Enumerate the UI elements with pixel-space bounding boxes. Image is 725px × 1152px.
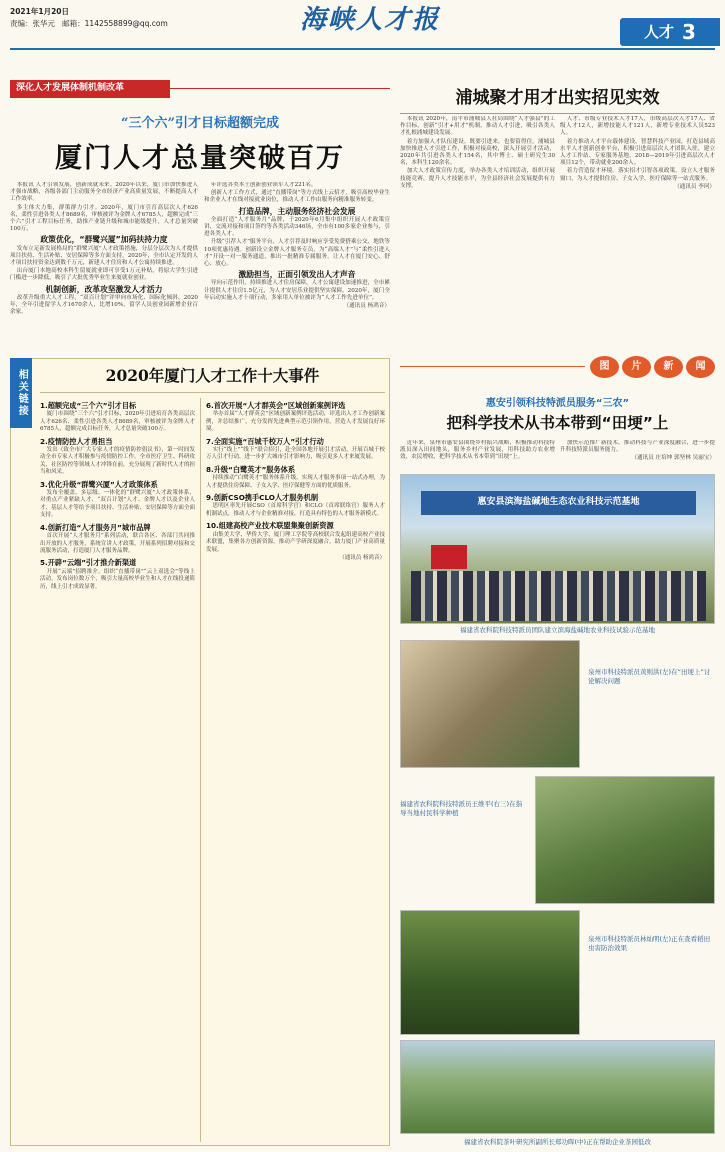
paragraph: 出台厦门本地高校本科生留厦就业即可享受1万元补贴，将原大学生引进门槛进一步降低，吸引了大批优秀毕业生来厦就业创业。 xyxy=(10,268,198,282)
section-tag xyxy=(620,18,720,46)
header-rule xyxy=(10,48,715,50)
paragraph: 近年来，泉州市惠安县围绕乡村振兴战略，积极推动科技特派员深入田间地头，服务乡村产业发展，用科技助力农业增效、农民增收，把科学技术从书本带到“田埂”上。 xyxy=(400,440,555,461)
group-photo xyxy=(400,474,715,624)
page-number: 3 xyxy=(682,19,696,44)
event-heading: 9.创新CSO携手CLO人才服务机制 xyxy=(206,493,319,503)
photo-caption: 福建省农科院茶叶研究所副所长郑功晖(中)正在帮助企业茶园低改 xyxy=(463,1138,652,1146)
side-tag: 相关链接 xyxy=(10,358,32,428)
paragraph: 着力加强人才队伍建设。既要引进来，也要留得住。浦城县加快推进人才引进工作，积极对接高校，深入开展引才活动，2020年共引进各类人才154名，其中博士、硕士研究生30名，本科生120余名。 xyxy=(400,138,555,167)
paragraph: 加大人才政策宣传力度，举办各类人才培训活动，组织开展技能竞赛，提升人才技能水平，为全县经济社会发展提供有力支撑。 xyxy=(400,168,555,189)
event-heading: 2.疫情防控人才勇担当 xyxy=(40,436,113,446)
paragraph: 创新人才工作方式，通过“直播带岗”等方式线上云招才，吸引高校毕业生和企业人才在线对接就业岗位，推动人才工作由服务向精准服务转变。 xyxy=(204,190,390,204)
paragraph: 着力推动人才平台载体建设。智慧科技产业园，打造县域高水平人才创新创业平台，积极引进高层次人才团队入驻，建立人才工作站、专家服务基地，2018—2019年引进高层次人才项目12个，带动就业200余人。 xyxy=(560,138,715,167)
event-text: 举办首届“人才群英会”区域创新案例评选活动，评选出人才工作创新案例，并总结推广，充分发挥先进典型示范引领作用，营造人才发展良好环境。 xyxy=(206,411,385,433)
paragraph: 年评选各类本土创新创业领军人才221名。 xyxy=(210,182,317,188)
photo-news-char: 片 xyxy=(622,356,651,378)
column-divider xyxy=(200,398,201,1142)
subheading: 机制创新，改革攻坚激发人才活力 xyxy=(45,284,163,294)
event-text: 开展“云端”招聘推介，组织“直播带岗”“云上双选会”等线上活动，发布岗位数万个，吸引大量高校毕业生和人才在线投递简历，线上引才成效显著。 xyxy=(40,568,195,590)
feature-kicker: 惠安引领科技特派员服务“三农” xyxy=(485,398,630,409)
right-article-title: 浦城聚才用才出实招见实效 xyxy=(400,88,715,114)
event-heading: 1.超额完成“三个六”引才目标 xyxy=(40,401,137,410)
field-photo-2 xyxy=(535,776,715,904)
photo-news-rule xyxy=(400,366,585,367)
photo-caption: 福建省农科院科技特派员团队建立滨海盐碱地农业科技试验示范基地 xyxy=(460,626,655,634)
paragraph: 改革升级重大人才工程，“双百计划”评审向市场化、国际化倾斜，2020年，全年引进留学人才1670余人，比增10%，留学人员创业园新增企业百余家。 xyxy=(10,294,198,316)
byline: （通讯员 杨鸿音） xyxy=(343,303,390,310)
people-row xyxy=(411,571,706,621)
tea-garden-photo xyxy=(400,1040,715,1134)
paragraph: 导向示范作用，持续推进人才住房保障，人才公寓建设加速推进，全市累计提供人才住房1.5亿元，为人才安居乐业提供坚实保障。2020年，厦门全年启动实施人才十项行动，多家用人单位被评为“人才工作先进单位”。 xyxy=(204,280,390,301)
byline: （通讯员 杨鸿音） xyxy=(339,554,385,561)
banner-line xyxy=(170,88,390,89)
page-header-info xyxy=(10,6,230,30)
event-heading: 10.组建高校产业技术联盟集聚创新资源 xyxy=(206,521,334,531)
event-text: 首次开展“人才服务月”系列活动，联合各区、各部门共同推出开放的人才服务，系统宣讲人才政策，开展系列招聘对接和交流服务活动，打造厦门人才服务品牌。 xyxy=(40,533,195,554)
event-text: 发布全覆盖、多层级、一体化的“群鹭兴厦”人才政策体系，对重点产业紧缺人才、“双百计划”人才、金牌人才以及企业人才、基层人才等给予项目扶持、生活补贴、安居保障等方面全面支持。 xyxy=(40,490,195,519)
events-column-2 xyxy=(206,398,385,1142)
paragraph: 升级“引荐人才”服务平台，人才引荐及时响应享受免费搭乘公交、地铁等10项优惠待遇。创新设立金牌人才服务专员，为“高端人才”与“柔性引进人才”开设一对一服务通道，推出一批精准专属服务，让人才在厦门安心、舒心、放心。 xyxy=(204,239,390,268)
events-column-1 xyxy=(40,398,195,1142)
right-article-column-2 xyxy=(560,116,715,346)
event-heading: 6.首次开展“人才群英会”区域创新案例评选 xyxy=(206,401,346,410)
email: 邮箱：1142558899@qq.com xyxy=(62,19,168,28)
article-column-2 xyxy=(204,182,390,352)
feature-title: 把科学技术从书本带到“田埂”上 xyxy=(446,414,669,432)
paragraph: 加快示范推广新技术，推动科技与产业深度融合，进一步提升科技特派员服务能力。 xyxy=(560,440,715,454)
subheading: 打造品牌，主动服务经济社会发展 xyxy=(238,206,356,216)
photo-news-char: 闻 xyxy=(686,356,715,378)
photo-news-badge xyxy=(590,356,715,378)
event-heading: 3.优化升级“群鹭兴厦”人才政策体系 xyxy=(40,479,158,489)
paragraph: 人才、市级专业技术人才17人，市级高层次人才17人、省级人才12人，新增技能人才121人，新增专业技术人员523人。 xyxy=(560,116,715,137)
event-heading: 8.升级“白鹭英才”服务体系 xyxy=(206,464,296,474)
flag-icon xyxy=(431,545,467,569)
photo-caption: 福建省农科院科技特派员王维平(右三)在指导当地村民科学种植 xyxy=(400,800,523,817)
field-photo-1 xyxy=(400,640,580,768)
feature-text-2 xyxy=(560,440,715,470)
byline: （通讯员 李珂） xyxy=(674,183,715,190)
field-photo-3 xyxy=(400,910,580,1035)
subheading: 政策优化，“群鹭兴厦”加码扶持力度 xyxy=(40,235,168,245)
subheading: 激励担当，正面引领发出人才声音 xyxy=(238,270,356,280)
event-text: 思明区率先开展CSO（首席科学官）和CLO（首席联络官）服务人才机制试点，推动人才与企业精准对接，打造具有特色的人才服务新模式。 xyxy=(206,503,385,517)
right-article-column-1 xyxy=(400,116,555,346)
paragraph: 多主体大力集，群策群力引才。2020年，厦门市引育高层次人才626名，柔性引进各类人才8689名，审核被评为金牌人才6785人，超额完成“三个六”引才工程目标任务，助推产业链升级和城市能级提升，人才总量突破100万。 xyxy=(10,204,198,233)
photo-sign: 惠安县滨海盐碱地生态农业科技示范基地 xyxy=(421,491,696,515)
masthead: 海峡人才报 xyxy=(299,5,440,35)
event-text: 发出《致全市广大专家人才的疫情防控倡议书》，第一时间发动全市专家人才积极参与疫情防控工作。全市医疗卫生、科研攻关、社区防控等领域人才冲锋在前，充分展现了新时代人才的担当和风采。 xyxy=(40,447,195,476)
photo-caption: 泉州市科技特派员黄则洪(左)在“田埂上”讨论解决问题 xyxy=(588,668,711,685)
paragraph: 本报讯 人才引领发展，创新成就未来。2020年以来，厦门市加快推进人才强市战略，各级各部门主动服务全市经济产业高质量发展，不断提高人才工作效率。 xyxy=(10,182,198,203)
event-text: 厦门市围绕“三个六”引才目标，2020年引进培育各类高层次人才626名、柔性引进各类人才8689名，审核被评为金牌人才6785人，超额完成目标任务，人才总量突破100万。 xyxy=(40,411,195,433)
byline: （通讯员 庄培坤 郭坚林 吴丽宝） xyxy=(631,455,715,462)
feature-text-1 xyxy=(400,440,555,470)
article-headline: 厦门人才总量突破百万 xyxy=(55,143,345,174)
event-text: 实行“线上”“线下”联合招引，赴全国各地开展引才活动，开展百城千校万人引才行动，进一步扩大城市引才影响力，吸引更多人才来厦发展。 xyxy=(206,447,385,461)
paragraph: 着力营造留才环境。落实招才引智各项政策，设立人才服务窗口，为人才提供住房、子女入学、医疗保障等一站式服务。 xyxy=(560,168,715,182)
event-heading: 5.开辟“云端”引才推介新渠道 xyxy=(40,558,137,568)
section-name: 人才 xyxy=(644,22,675,41)
photo-news-char: 新 xyxy=(654,356,683,378)
events-title: 2020年厦门人才工作十大事件 xyxy=(105,366,320,385)
paragraph: 全面打造“人才服务月”品牌，于2020年6月集中组织开展人才政策宣讲、交流对接和项目签约等各类活动346场，全市有100多家企业参与，引进各类人才。 xyxy=(204,216,390,238)
event-text: 由集美大学、华侨大学、厦门理工学院等高校联合发起组建高校产业技术联盟，集聚各方创新资源，推动产学研深度融合，助力厦门产业高质量发展。 xyxy=(206,531,385,553)
paragraph: 发布立足新发展格局的“群鹭兴厦”人才政策措施，分层分层次为人才提供项目扶持、生活补贴、安居保障等多方面支持。2020年，全市认定开发的人才项目扶持资金达到数千万元，新建人才住房和人才公寓持续推进。 xyxy=(10,245,198,267)
event-heading: 4.创新打造“人才服务月”城市品牌 xyxy=(40,522,151,532)
event-text: 持续推动“白鹭英才”服务体系升级，实现人才服务事项一站式办理，为人才提供住房保障、子女入学、医疗保健等方面的优质服务。 xyxy=(206,475,385,489)
paragraph: 本报讯 2020年，南平市浦城县人社局围绕“人才强县”的工作目标，创新“引才+用才”机制，推动人才引进，吸引各类人才扎根浦城建设发展。 xyxy=(400,116,555,137)
events-rule xyxy=(40,392,385,393)
column-banner: 深化人才发展体制机制改革 xyxy=(10,80,170,98)
event-heading: 7.全面实施“百城千校万人”引才行动 xyxy=(206,436,324,446)
article-kicker: “三个六”引才目标超额完成 xyxy=(121,116,279,131)
issue-date: 2021年1月20日 xyxy=(10,7,70,16)
photo-news-char: 图 xyxy=(590,356,619,378)
photo-caption: 泉州市科技特派员林灿明(左)正在查看稻田虫害防治效果 xyxy=(588,935,711,952)
article-column-1 xyxy=(10,182,198,352)
editor: 责编：张华元 xyxy=(10,19,55,28)
